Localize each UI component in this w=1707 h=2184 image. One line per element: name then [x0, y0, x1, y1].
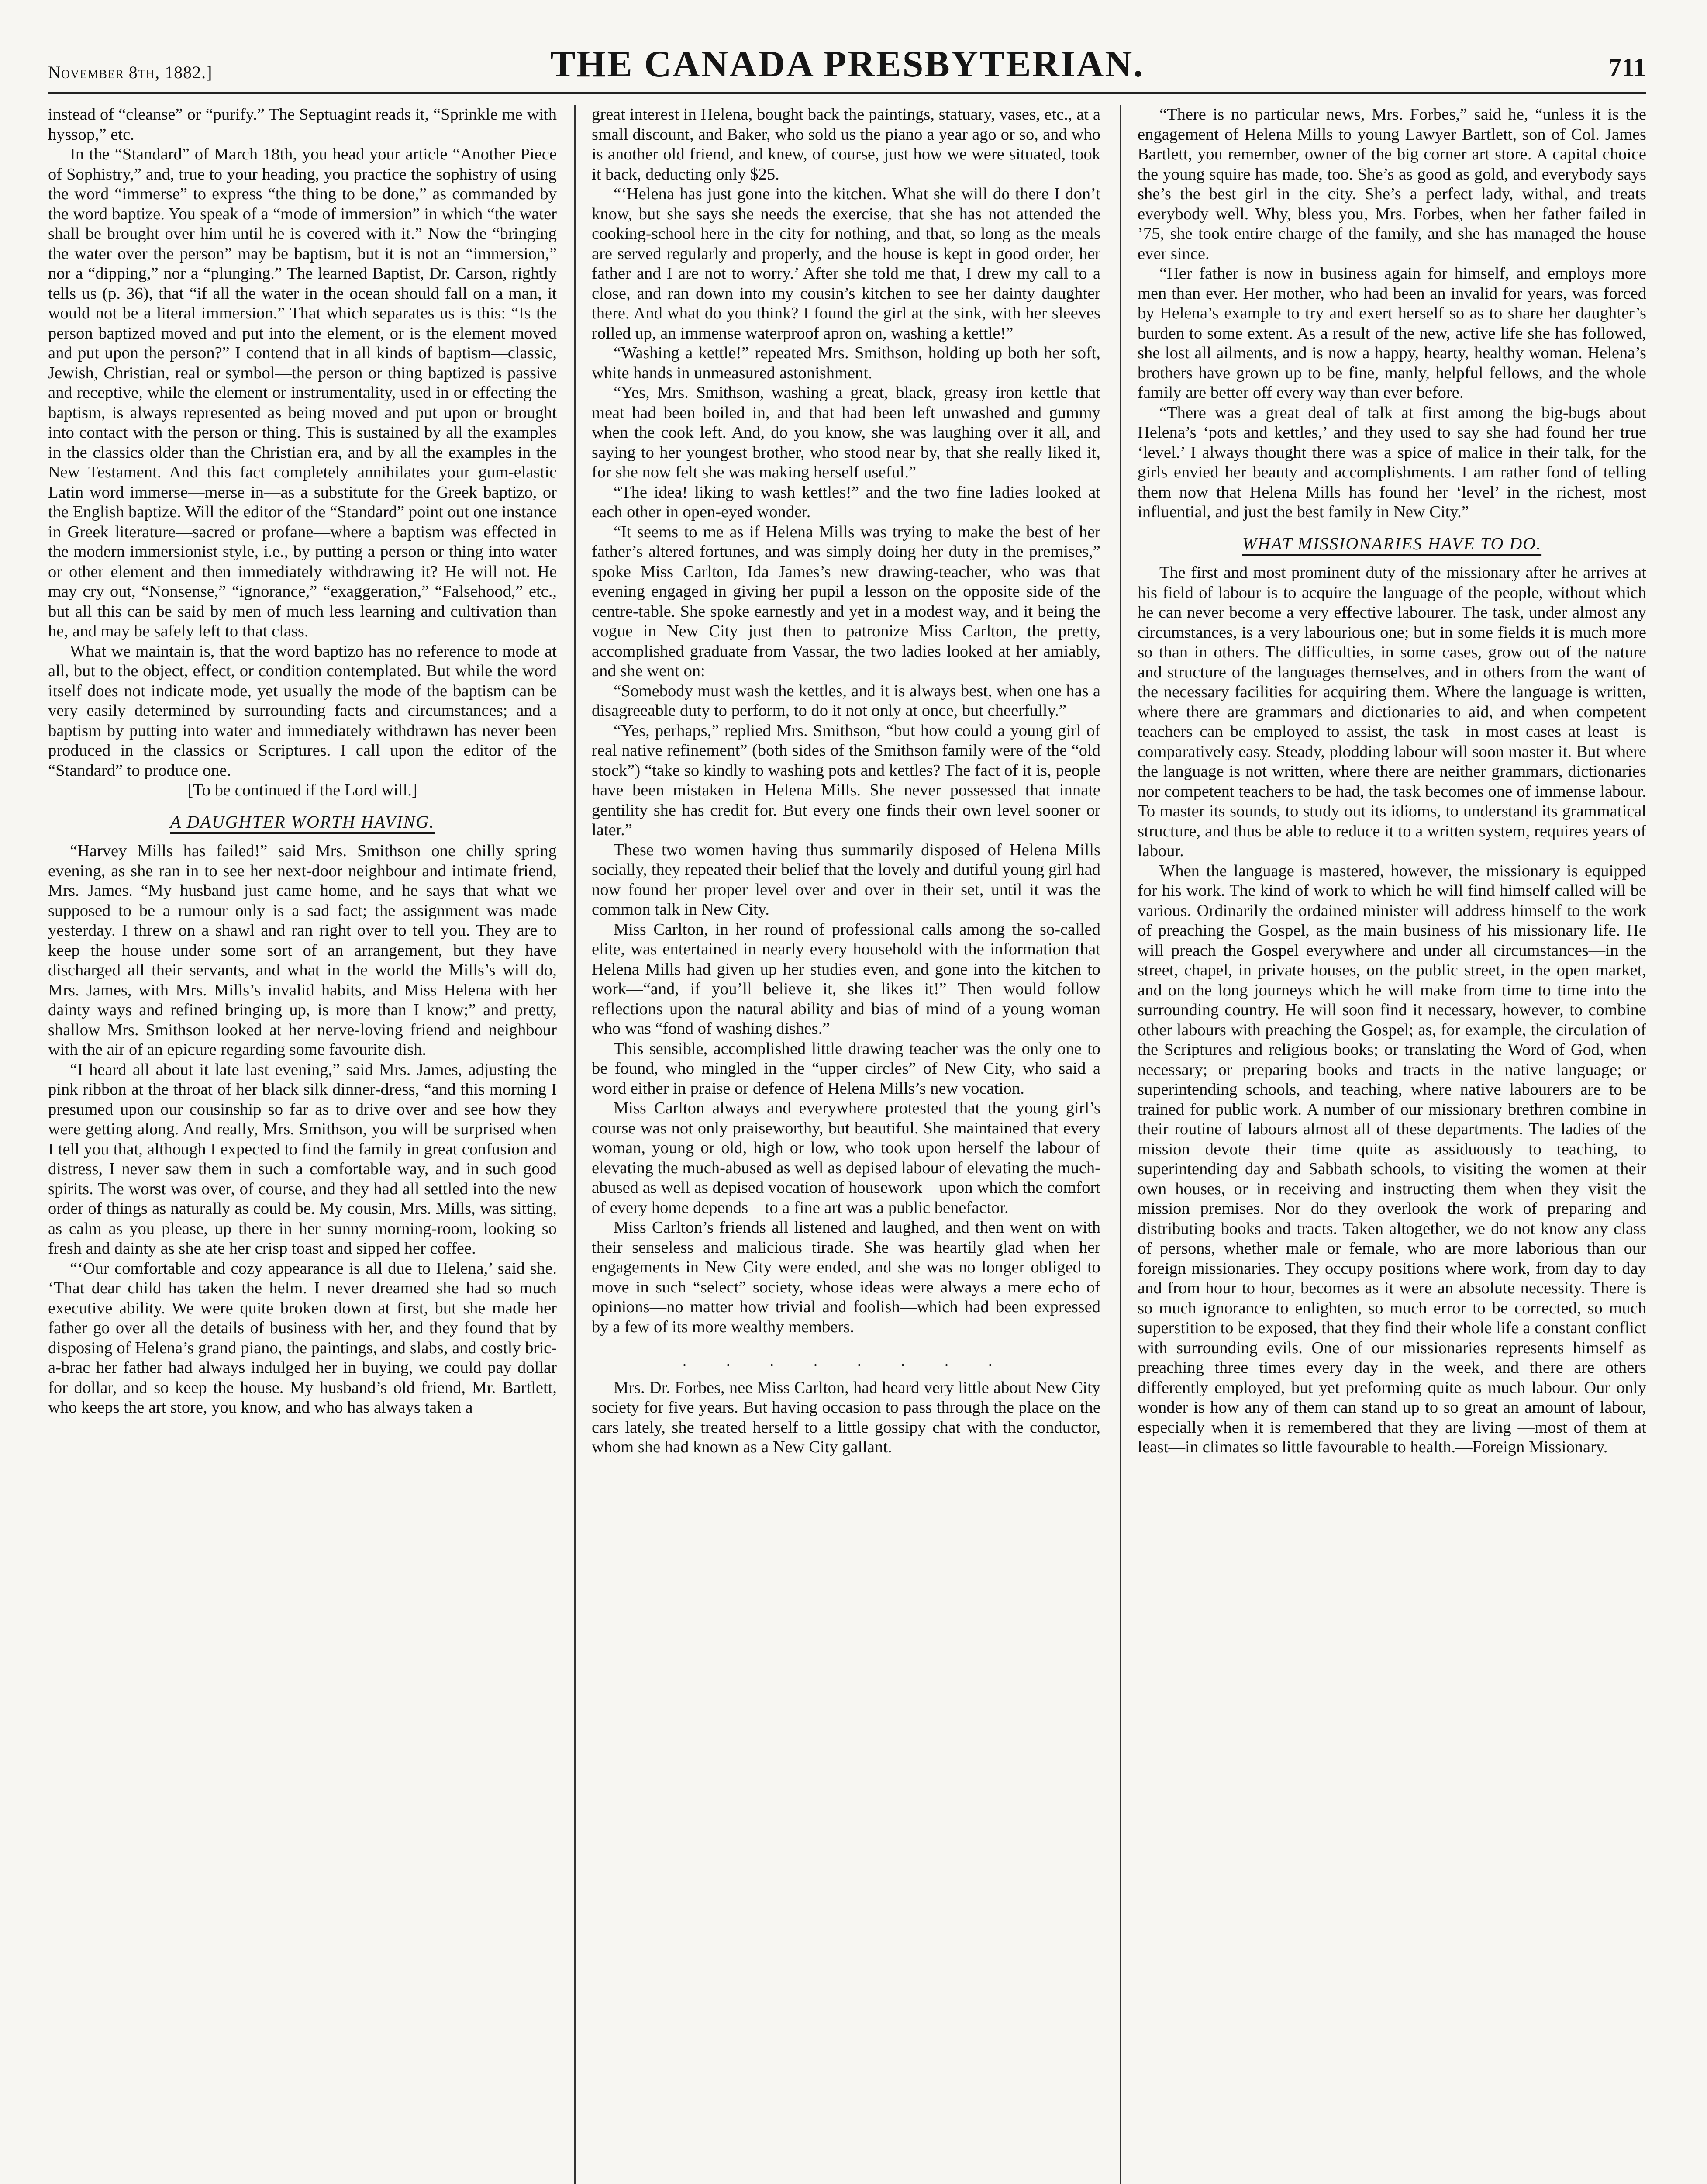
paragraph: “Her father is now in business again for himself, and employs more men than ever. Her mother, who had been an invalid for years, was forced by Helena’s example to try and exert herself so as to share her daughter’s burden to some extent. As a result of the new, active life she has followed, she lost all ailments, and is now a happy, hearty, healthy woman. Helena’s brothers have grown up to be fine, manly, helpful fellows, and the whole family are better off every way than ever before.: [1138, 264, 1646, 402]
paragraph: instead of “cleanse” or “purify.” The Septuagint reads it, “Sprinkle me with hyssop,” etc.: [48, 105, 557, 144]
paragraph: “I heard all about it late last evening,” said Mrs. James, adjusting the pink ribbon at the throat of her black silk dinner-dress, “and this morning I presumed upon our cousinship so far as to drive over and see how they were getting along. And really, Mrs. Smithson, you will be surprised when I tell you that, although I expected to find the family in great confusion and distress, I never saw them in such a comfortable way, and in such good spirits. The worst was over, of course, and they had all settled into the new order of things as naturally as could be. My cousin, Mrs. Mills, was sitting, as calm as you please, up there in her sunny morning-room, looking so fresh and dainty as she ate her crisp toast and sipped her coffee.: [48, 1060, 557, 1258]
paragraph: “Somebody must wash the kettles, and it is always best, when one has a disagreeable duty to perform, to do it not only at once, but cheerfully.”: [592, 681, 1100, 720]
article-heading: WHAT MISSIONARIES HAVE TO DO.: [1242, 533, 1542, 553]
continued-note: [To be continued if the Lord will.]: [187, 781, 417, 799]
paragraph: Mrs. Dr. Forbes, nee Miss Carlton, had heard very little about New City society for five years. But having occasion to pass through the place on the cars lately, she treated herself to a little gossipy chat with the conductor, whom she had known as a New City gallant.: [592, 1378, 1100, 1456]
column-rule: [574, 105, 576, 2184]
paragraph: “Washing a kettle!” repeated Mrs. Smithson, holding up both her soft, white hands in unmeasured astonishment.: [592, 344, 1100, 382]
paragraph: In the “Standard” of March 18th, you head your article “Another Piece of Sophistry,” and, true to your heading, you practice the sophistry of using the word “immerse” to express “the thing to be done,” as commanded by the word baptize. You speak of a “mode of immersion” in which “the water shall be brought over him until he is covered with it.” Now the “bringing the water over the person” may be baptism, but it is not an “immersion,” nor a “dipping,” nor a “plunging.” The learned Baptist, Dr. Carson, rightly tells us (p. 36), that “if all the water in the ocean should fall on a man, it would not be a literal immersion.” That which separates us is this: “Is the person baptized moved and put into the element, or is the element moved and put upon the person?” I contend that in all kinds of baptism—classic, Jewish, Christian, real or symbol—the person or thing baptized is passive and receptive, while the element or instrumentality, used in or effecting the baptism, is always represented as being moved and put upon or brought into contact with the person or thing. This is sustained by all the examples in the classics older than the Christian era, and by all the examples in the New Testament. And this fact completely annihilates your gum-elastic Latin word immerse—merse in—as a substitute for the Greek baptizo, or the English baptize. Will the editor of the “Standard” point out one instance in Greek literature—sacred or profane—where a baptism was effected in the modern immersionist style, i.e., by putting a person or thing into water or other element and then immediately withdrawing it? He will not. He may cry out, “Nonsense,” “ignorance,” “exaggeration,” “Falsehood,” etc., but all this can be said by men of much less learning and cultivation than he, and may be safely left to that class.: [48, 145, 557, 640]
paragraph: “Harvey Mills has failed!” said Mrs. Smithson one chilly spring evening, as she ran in to see her next-door neighbour and intimate friend, Mrs. James. “My husband just came home, and he says that what we supposed to be a rumour only is a sad fact; the assignment was made yesterday. I threw on a shawl and ran right over to tell you. They are to keep the house under some sort of an arrangement, but they have discharged all their servants, and what in the world the Mills’s will do, Mrs. James, with Mrs. Mills’s invalid habits, and Miss Helena with her dainty ways and refined bringing up, is more than I know;” and pretty, shallow Mrs. Smithson looked at her nerve-loving friend and neighbour with the air of an epicure regarding some favourite dish.: [48, 842, 557, 1059]
paragraph: Miss Carlton, in her round of professional calls among the so-called elite, was entertained in nearly every household with the information that Helena Mills had given up her studies even, and gone into the kitchen to work—“and, if you’ll believe it, she likes it!” Then would follow reflections upon the natural ability and bias of mind of a young woman who was “fond of washing dishes.”: [592, 920, 1100, 1038]
column-rule: [1120, 105, 1121, 2184]
masthead: [48, 39, 1646, 94]
paragraph: great interest in Helena, bought back the paintings, statuary, vases, etc., at a small discount, and Baker, who sold us the piano a year ago or so, and who is another old friend, and knew, of course, just how we were situated, took it back, deducting only $25.: [592, 105, 1100, 183]
paragraph: “There was a great deal of talk at first among the big-bugs about Helena’s ‘pots and kettles,’ and they used to say she had found her true ‘level.’ I always thought there was a spice of malice in their talk, for the girls envied her beauty and accomplishments. I am rather fond of telling them now that Helena Mills has found her ‘level’ in the richest, most influential, and just the best family in New City.”: [1138, 403, 1646, 521]
paragraph: “‘Our comfortable and cozy appearance is all due to Helena,’ said she. ‘That dear child has taken the helm. I never dreamed she had so much executive ability. We were quite broken down at first, but she made her father go over all the details of business with her, and they found that by disposing of Helena’s grand piano, the paintings, and slabs, and costly bric-a-brac her father had always indulged her in buying, we could pay dollar for dollar, and so keep the house. My husband’s old friend, Mr. Bartlett, who keeps the art store, you know, and who has always taken a: [48, 1259, 557, 1417]
section-break-dots: . . . . . . . .: [682, 1350, 1010, 1370]
paragraph: These two women having thus summarily disposed of Helena Mills socially, they repeated their belief that the lovely and dutiful young girl had now found her proper level over and over in their set, until it was the common talk in New City.: [592, 840, 1100, 919]
paragraph: “‘Helena has just gone into the kitchen. What she will do there I don’t know, but she says she needs the exercise, that she has not attended the cooking-school here in the city for nothing, and that, so long as the meals are served regularly and properly, and the house is kept in good order, her father and I are not to worry.’ After she told me that, I drew my call to a close, and ran down into my cousin’s kitchen to see her dainty daughter there. And what do you think? I found the girl at the sink, with her sleeves rolled up, an immense waterproof apron on, washing a kettle!”: [592, 185, 1100, 342]
paragraph: “Yes, perhaps,” replied Mrs. Smithson, “but how could a young girl of real native refinement” (both sides of the Smithson family were of the “old stock”) “take so kindly to washing pots and kettles? The fact of it is, people have been mistaken in Helena Mills. She never possessed that innate gentility she has credit for. But every one finds their own level sooner or later.”: [592, 721, 1100, 839]
paragraph: Miss Carlton always and everywhere protested that the young girl’s course was not only praiseworthy, but beautiful. She maintained that every woman, young or old, high or low, who took upon herself the labour of elevating the much-abused as well as depised labour of elevating the much-abused as well as depised vocation of housework—upon which the comfort of every home depends—to a fine art was a public benefactor.: [592, 1099, 1100, 1217]
column-1: [48, 105, 557, 2184]
paragraph: Miss Carlton’s friends all listened and laughed, and then went on with their senseless and malicious tirade. She was heartily glad when her engagements in New City were ended, and she was no longer obliged to move in such “select” society, whose ideas were always a mere echo of opinions—no matter how trivial and foolish—which had been expressed by a few of its more wealthy members.: [592, 1218, 1100, 1336]
column-3: [1138, 105, 1646, 2184]
paragraph: “The idea! liking to wash kettles!” and the two fine ladies looked at each other in open-eyed wonder.: [592, 483, 1100, 521]
paragraph: This sensible, accomplished little drawing teacher was the only one to be found, who mingled in the “upper circles” of New City, who said a word either in praise or defence of Helena Mills’s new vocation.: [592, 1039, 1100, 1098]
page-number: 711: [1608, 53, 1646, 82]
paragraph: “Yes, Mrs. Smithson, washing a great, black, greasy iron kettle that meat had been boiled in, and that had been left unwashed and gummy when the cook left. And, do you know, she was laughing over it all, and saying to her youngest brother, who stood near by, that she really liked it, for she now felt she was making herself useful.”: [592, 384, 1100, 481]
paragraph: The first and most prominent duty of the missionary after he arrives at his field of labour is to acquire the language of the people, without which he can never become a very effective labourer. The task, under almost any circumstances, is a very labourious one; but in some fields it is much more so than in others. The difficulties, in some cases, grow out of the nature and structure of the languages themselves, and in others from the want of the necessary facilities for acquiring them. Where the language is written, where there are grammars and dictionaries to aid, and when competent teachers can be employed to assist, the task—in most cases at least—is comparatively easy. Steady, plodding labour will soon master it. But where the language is not written, where there are neither grammars, dictionaries nor competent teachers to be had, the task becomes one of immense labour. To master its sounds, to study out its idioms, to understand its grammatical structure, and thus be able to reduce it to a written system, requires years of labour.: [1138, 563, 1646, 860]
paragraph: “It seems to me as if Helena Mills was trying to make the best of her father’s altered fortunes, and was simply doing her duty in the premises,” spoke Miss Carlton, Ida James’s new drawing-teacher, who was that evening engaged in giving her pupil a lesson on the opposite side of the centre-table. She spoke earnestly and yet in a modest way, and it being the vogue in New City just then to patronize Miss Carlton, the pretty, accomplished graduate from Vassar, the two ladies looked at her amiably, and she went on:: [592, 522, 1100, 680]
paragraph: When the language is mastered, however, the missionary is equipped for his work. The kind of work to which he will find himself called will be various. Ordinarily the ordained minister will address himself to the work of preaching the Gospel, as the main business of his missionary life. He will preach the Gospel everywhere and under all circumstances—in the street, chapel, in private houses, on the public street, in the open market, and on the long journeys which he will make from time to time into the surrounding country. He will soon find it necessary, however, to combine other labours with preaching the Gospel; as, for example, the circulation of the Scriptures and religious books; or translating the Word of God, when necessary; or preparing books and tracts in the native language; or superintending schools, and teaching, where native labourers are to be trained for public work. A number of our missionary brethren combine in their routine of labours almost all of these departments. The ladies of the mission devote their time quite as assiduously to teaching, to superintending day and Sabbath schools, to visiting the women at their own houses, or in receiving and instructing them when they visit the mission premises. Nor do they overlook the work of preparing and distributing books and tracts. Taken altogether, we do not know any class of persons, whether male or female, who are more laborious than our foreign missionaries. They occupy positions where work, from day to day and from hour to hour, becomes as it were an absolute necessity. There is so much ignorance to enlighten, so much error to be corrected, so much superstition to be exposed, that they find their whole life a constant conflict with surrounding evils. One of our missionaries represents himself as preaching three times every day in the week, and there are others differently employed, but yet preforming quite as much labour. Our only wonder is how any of them can stand up to so great an amount of labour, especially when it is remembered that they are living —most of them at least—in climates so little favourable to health.—Foreign Missionary.: [1138, 861, 1646, 1456]
newspaper-title: THE CANADA PRESBYTERIAN.: [550, 43, 1144, 85]
column-2: [592, 105, 1100, 2184]
paragraph: “There is no particular news, Mrs. Forbes,” said he, “unless it is the engagement of Helena Mills to young Lawyer Bartlett, son of Col. James Bartlett, you remember, owner of the big corner art store. A capital choice the young squire has made, too. She’s as good as gold, and everybody says she’s the best girl in the city. She’s a perfect lady, withal, and treats everybody well. Why, bless you, Mrs. Forbes, when her father failed in ’75, she took entire charge of the family, and she has managed the house ever since.: [1138, 105, 1646, 263]
newspaper-page: [48, 39, 1646, 2184]
article-heading: A DAUGHTER WORTH HAVING.: [170, 812, 435, 832]
paragraph: What we maintain is, that the word baptizo has no reference to mode at all, but to the object, effect, or condition contemplated. But while the word itself does not indicate mode, yet usually the mode of the baptism can be very easily determined by surrounding facts and circumstances; and a baptism by putting into water and immediately withdrawn has never been produced in the classics or Scriptures. I call upon the editor of the “Standard” to produce one.: [48, 642, 557, 780]
issue-date: November 8th, 1882.]: [48, 62, 213, 82]
